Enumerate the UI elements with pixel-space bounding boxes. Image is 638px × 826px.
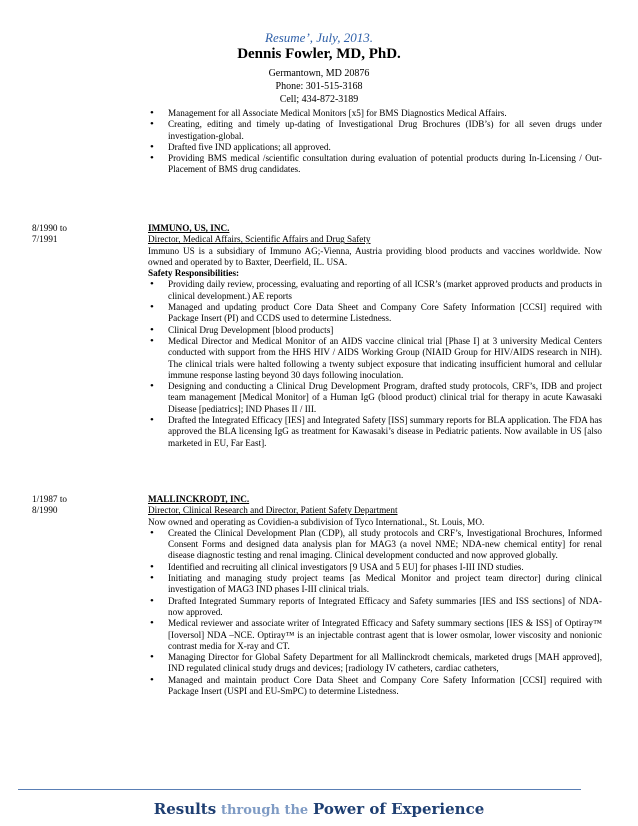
list-item: • Managed and maintain product Core Data Sheet and Company Core Safety Information [CCSI] required with Package Insert (USPI and EU-SmPC) to determine Listedness. xyxy=(148,675,602,698)
address-line: Germantown, MD 20876 xyxy=(268,68,370,79)
date-to: 7/1991 xyxy=(32,234,58,245)
mallinckrodt-bullet-list xyxy=(148,528,602,697)
list-item: • Management for all Associate Medical Monitors [x5] for BMS Diagnostics Medical Affairs. xyxy=(148,108,602,119)
list-item: • Identified and recruiting all clinical investigators [9 USA and 5 EU] for phases I-III IND studies. xyxy=(148,562,602,573)
responsibilities-heading: Safety Responsibilities: xyxy=(148,268,240,279)
list-item: • Designing and conducting a Clinical Drug Development Program, drafted study protocols, CRF’s, IDB and project team management [Medical Monitor] of a Human IgG (blood product) clinical trial for therapy in acute Kawasaki Disease [pediatrics]; IND Phases II / III. xyxy=(148,381,602,415)
tagline-connector: through the xyxy=(220,803,309,818)
mallinckrodt-dates xyxy=(32,494,67,517)
tagline-word-results: Results xyxy=(153,800,217,818)
phone-line: Phone: 301-515-3168 xyxy=(275,81,363,92)
list-item: • Creating, editing and timely up-dating of Investigational Drug Brochures (IDB’s) for all seven drugs under investigation-global. xyxy=(148,119,602,142)
list-item: • Providing BMS medical /scientific consultation during evaluation of potential products during In-Licensing / Out-Placement of BMS drug candidates. xyxy=(148,153,602,176)
immuno-bullet-list xyxy=(148,279,602,448)
footer-divider xyxy=(18,789,581,790)
immuno-section xyxy=(148,223,602,449)
cell-line: Cell; 434-872-3189 xyxy=(279,94,359,105)
list-item: • Created the Clinical Development Plan (CDP), all study protocols and CRF’s, Investigational Brochures, Informed Consent Forms and designed data analysis plan for MAG3 (a novel NME; NDA-new chemical entity] for renal disease diagnostic testing and renal imaging. Clinical development conducted and now approved globally. xyxy=(148,528,602,562)
mallinckrodt-section xyxy=(148,494,602,697)
date-from: 8/1990 to xyxy=(32,223,67,233)
company-name: MALLINCKRODT, INC. xyxy=(148,494,250,504)
job-title: Director, Medical Affairs, Scientific Affairs and Drug Safety xyxy=(148,234,371,245)
list-item: • Drafted Integrated Summary reports of Integrated Efficacy and Safety summaries [IES and ISS sections] of NDA-now approved. xyxy=(148,596,602,619)
top-bullet-list xyxy=(148,108,602,176)
company-description: Immuno US is a subsidiary of Immuno AG;-Vienna, Austria providing blood products and vaccines worldwide. Now owned and operated by to Baxter, Deerfield, IL. USA. xyxy=(148,245,602,267)
list-item: • Managing Director for Global Safety Department for all Mallinckrodt chemicals, marketed drugs [MAH approved], IND regulated clinical study drugs and devices; [radiology IV catheters, cardiac catheters, xyxy=(148,652,602,675)
list-item: • Clinical Drug Development [blood products] xyxy=(148,325,602,336)
footer-tagline xyxy=(0,800,638,818)
date-to: 8/1990 xyxy=(32,505,58,516)
immuno-dates xyxy=(32,223,67,246)
list-item: • Drafted five IND applications; all approved. xyxy=(148,142,602,153)
list-item: • Providing daily review, processing, evaluating and reporting of all ICSR’s (market approved products and products in clinical development.) AE reports xyxy=(148,279,602,302)
list-item: • Initiating and managing study project teams [as Medical Monitor and project team director] during clinical investigation of MAG3 IND phases I-III clinical trials. xyxy=(148,573,602,596)
list-item: • Medical Director and Medical Monitor of an AIDS vaccine clinical trial [Phase I] at 3 university Medical Centers conducted with support from the HHS HIV / AIDS Working Group (NIAID Group for HIV/AIDS research in NIH). The clinical trials were halted following a twenty subject exposure that indicating insufficient humoral and cellular immune response lasting beyond 30 days following inoculation. xyxy=(148,336,602,381)
list-item: • Managed and updating product Core Data Sheet and Company Core Safety Information [CCSI] required with Package Insert (PI) and CCDS used to determine Listedness. xyxy=(148,302,602,325)
list-item: • Drafted the Integrated Efficacy [IES] and Integrated Safety [ISS] summary reports for BLA application. The FDA has approved the BLA licensing IgG as treatment for Kawasaki’s disease in Pediatric patients. Now available in US [also marketed in EU, Far East]. xyxy=(148,415,602,449)
date-from: 1/1987 to xyxy=(32,494,67,504)
company-description: Now owned and operating as Covidien-a subdivision of Tyco International., St. Louis, MO. xyxy=(148,516,485,527)
list-item: • Medical reviewer and associate writer of Integrated Efficacy and Safety summary sections [IES & ISS] of Optiray™ [Ioversol] NDA –NCE. Optiray™ is an injectable contrast agent that is lower osmolar, lower viscosity and nonionic contrast media for X-ray and CT. xyxy=(148,618,602,652)
resume-date-line: Resume’, July, 2013. xyxy=(265,30,373,45)
company-name: IMMUNO, US, INC. xyxy=(148,223,230,233)
tagline-power: Power of Experience xyxy=(312,800,485,818)
candidate-name: Dennis Fowler, MD, PhD. xyxy=(237,46,401,62)
job-title: Director, Clinical Research and Director, Patient Safety Department xyxy=(148,505,398,516)
